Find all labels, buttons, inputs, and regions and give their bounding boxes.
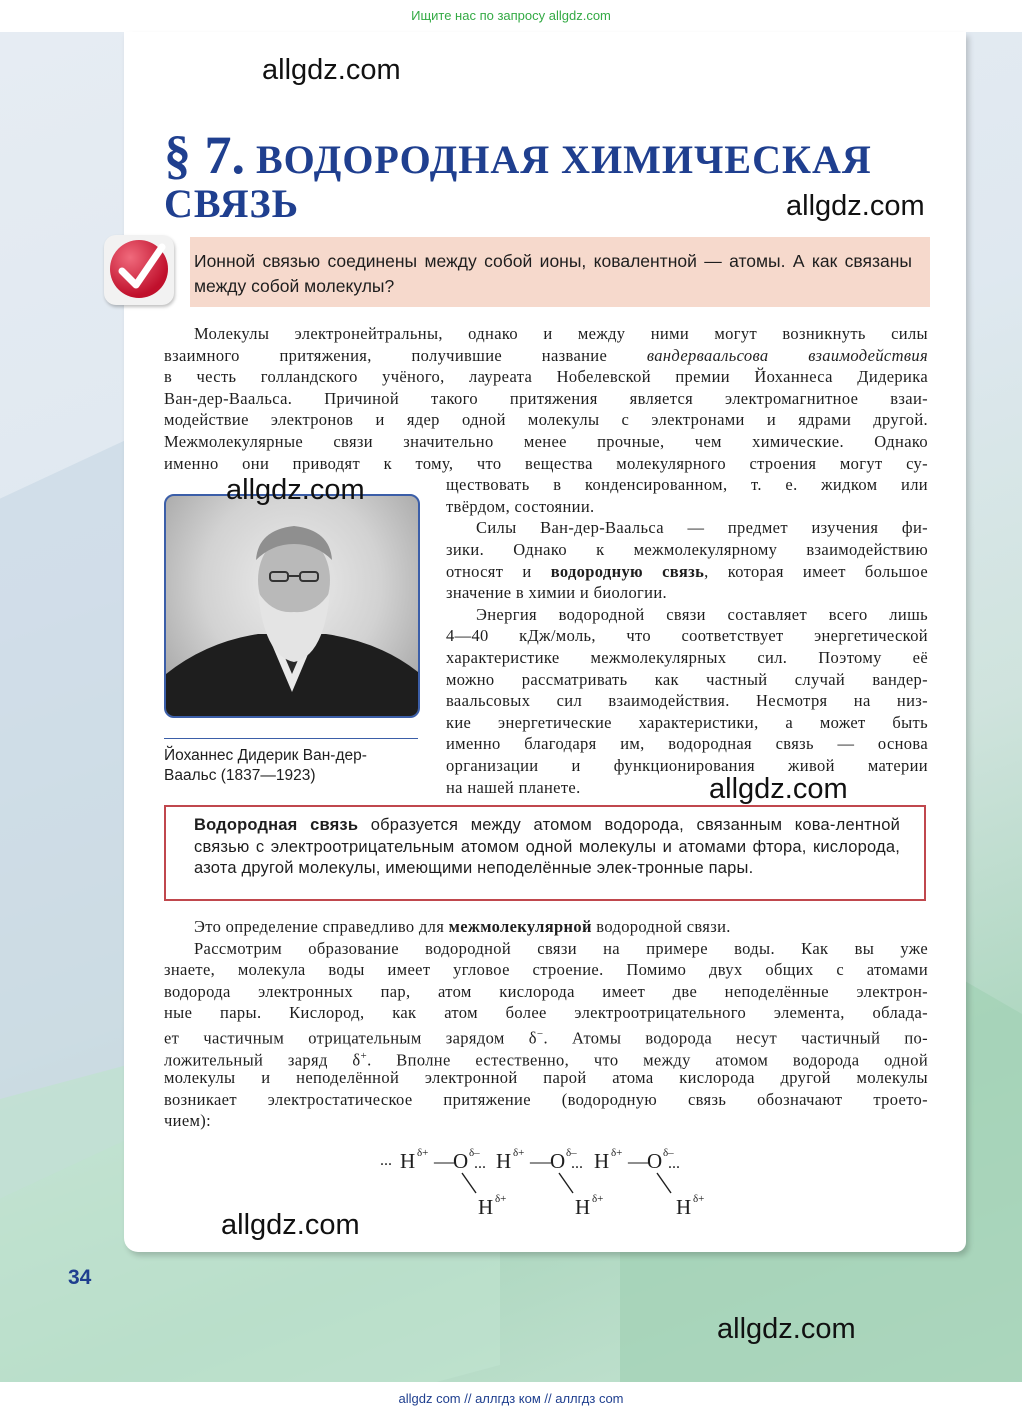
text-line: можно рассматривать как частный случай вандер-	[446, 669, 928, 689]
formula-delta-plus: δ+	[495, 1193, 507, 1205]
text-line: ные пары. Кислород, как атом более электроотрицательного элемента, облада-	[164, 1003, 928, 1023]
text-line: на нашей планете.	[446, 777, 581, 797]
term-intermolecular: межмолекулярной	[448, 917, 592, 936]
formula-dash: —	[434, 1149, 455, 1173]
formula-o: O	[453, 1149, 469, 1173]
formula-delta-minus: δ–	[469, 1147, 480, 1159]
text-line: ществовать в конденсированном, т. е. жидком или	[446, 475, 928, 495]
text-line: Рассмотрим образование водородной связи на примере воды. Как вы уже	[194, 938, 928, 958]
text-line: знаете, молекула воды имеет угловое строение. Помимо двух общих с атомами	[164, 960, 928, 980]
formula-dots: ...	[474, 1155, 486, 1172]
term-hydrogen-bond: водородную связь	[550, 561, 705, 581]
text-line: Ван-дер-Ваальса. Причиной такого притяжения является электромагнитное взаи-	[164, 388, 928, 408]
formula-delta-plus: δ+	[592, 1193, 604, 1205]
section-title	[164, 124, 872, 186]
formula-o: O	[647, 1149, 663, 1173]
definition-box	[164, 805, 926, 901]
text-line: зики. Однако к межмолекулярному взаимодействию	[446, 540, 928, 559]
text-line: модействие электронов и ядер одной молекулы с электронами и ядрами другой.	[164, 410, 928, 430]
caption-divider	[164, 738, 418, 739]
formula-bond	[657, 1173, 671, 1193]
formula-h: H	[496, 1149, 512, 1173]
text-line: относят и водородную связь, которая имеет большое	[446, 561, 928, 581]
text-line: твёрдом, состоянии.	[446, 496, 595, 516]
formula-delta-plus: δ+	[513, 1147, 525, 1159]
formula-h: H	[575, 1195, 591, 1219]
text-line: характеристике межмолекулярных сил. Поэтому её	[446, 648, 928, 667]
text-line: Молекулы электронейтральны, однако и между ними могут возникнуть силы	[194, 324, 928, 343]
question-text: Ионной связью соединены между собой ионы, ковалентной — атомы. А как связаны между собой молекулы?	[194, 251, 912, 296]
portrait-image	[164, 494, 420, 718]
text-line: Межмолекулярные связи значительно менее прочные, чем химические. Однако	[164, 432, 928, 451]
text-line: именно они приводят к тому, что вещества молекулярного строения могут су-	[164, 453, 928, 473]
formula-delta-plus: δ+	[417, 1147, 429, 1159]
text-line: водорода электронных пар, атом кислорода имеет две неподелённые электрон-	[164, 981, 928, 1001]
text-line: Силы Ван-дер-Ваальса — предмет изучения фи-	[476, 518, 928, 538]
formula-h: H	[594, 1149, 610, 1173]
formula-h: H	[676, 1195, 692, 1219]
watermark: allgdz.com	[221, 1209, 360, 1241]
formula-h: H	[400, 1149, 416, 1173]
section-title-line1: ВОДОРОДНАЯ ХИМИЧЕСКАЯ	[256, 137, 872, 182]
formula-delta-plus: δ+	[693, 1193, 705, 1205]
formula-dash: —	[628, 1149, 649, 1173]
formula-delta-plus: δ+	[611, 1147, 623, 1159]
checkmark-icon	[104, 235, 174, 305]
formula-o: O	[550, 1149, 566, 1173]
text-line: Это определение справедливо для межмолекулярной водородной связи.	[194, 917, 731, 936]
page-number: 34	[68, 1266, 92, 1289]
text-line: молекулы и неподелённой электронной парой атома кислорода другой молекулы	[164, 1068, 928, 1088]
definition-term: Водородная связь	[194, 816, 359, 834]
watermark: allgdz.com	[717, 1313, 856, 1345]
text-line: ваальсовых сил взаимодействия. Несмотря на низ-	[446, 691, 928, 711]
definition-text: Водородная связь образуется между атомом водорода, связанным кова-лентной связью с электроотрицательным атомом одной молекулы и атомами фтора, кислорода, азота другой молекулы, имеющими неподелённые элек-тронные пары.	[194, 816, 901, 878]
text-line: организации и функционирования живой материи	[446, 756, 928, 775]
formula-bond	[559, 1173, 573, 1193]
text-line: в честь голландского учёного, лауреата Нобелевской премии Йоханнеса Дидерика	[164, 367, 928, 387]
text-line: чием):	[164, 1111, 212, 1131]
text-line: взаимного притяжения, получившие название вандерваальсова взаимодействия	[164, 345, 928, 365]
top-banner: Ищите нас по запросу allgdz.com	[0, 0, 1022, 32]
watermark: allgdz.com	[709, 773, 848, 805]
section-title-line2: СВЯЗЬ	[164, 181, 300, 226]
term-vanderwaals: вандерваальсова взаимодействия	[646, 345, 928, 365]
section-number: § 7.	[164, 125, 245, 185]
question-box	[190, 237, 930, 307]
text-line: именно благодаря им, водородная связь — основа	[446, 734, 928, 754]
text-line: ложительный заряд δ+. Вполне естественно, что между атомом водорода одной	[164, 1049, 929, 1070]
text-line: Энергия водородной связи составляет всего лишь	[476, 604, 928, 624]
formula-dots: ...	[571, 1155, 583, 1172]
bottom-banner: allgdz com // аллгдз ком // аллгдз com	[0, 1382, 1022, 1415]
watermark: allgdz.com	[226, 474, 365, 506]
portrait-caption: Йоханнес Дидерик Ван-дер-Ваальс (1837—1923)	[164, 747, 367, 784]
formula-dots: ...	[668, 1155, 680, 1172]
formula-dots: ...	[380, 1152, 392, 1169]
text-line: 4—40 кДж/моль, что соответствует энергетической	[446, 626, 928, 646]
watermark: allgdz.com	[786, 190, 925, 222]
formula-delta-minus: δ–	[566, 1147, 577, 1159]
text-line: значение в химии и биологии.	[446, 583, 668, 603]
text-line: кие энергетические характеристики, а может быть	[446, 712, 928, 732]
hydrogen-bond-formula	[376, 1138, 716, 1222]
formula-delta-minus: δ–	[663, 1147, 674, 1159]
formula-h: H	[478, 1195, 494, 1219]
text-line: ет частичным отрицательным зарядом δ−. Атомы водорода несут частичный по-	[164, 1028, 928, 1048]
formula-bond	[462, 1173, 476, 1193]
watermark: allgdz.com	[262, 54, 401, 86]
formula-dash: —	[530, 1149, 551, 1173]
text-line: возникает электростатическое притяжение (водородную связь обозначают троето-	[164, 1089, 928, 1109]
